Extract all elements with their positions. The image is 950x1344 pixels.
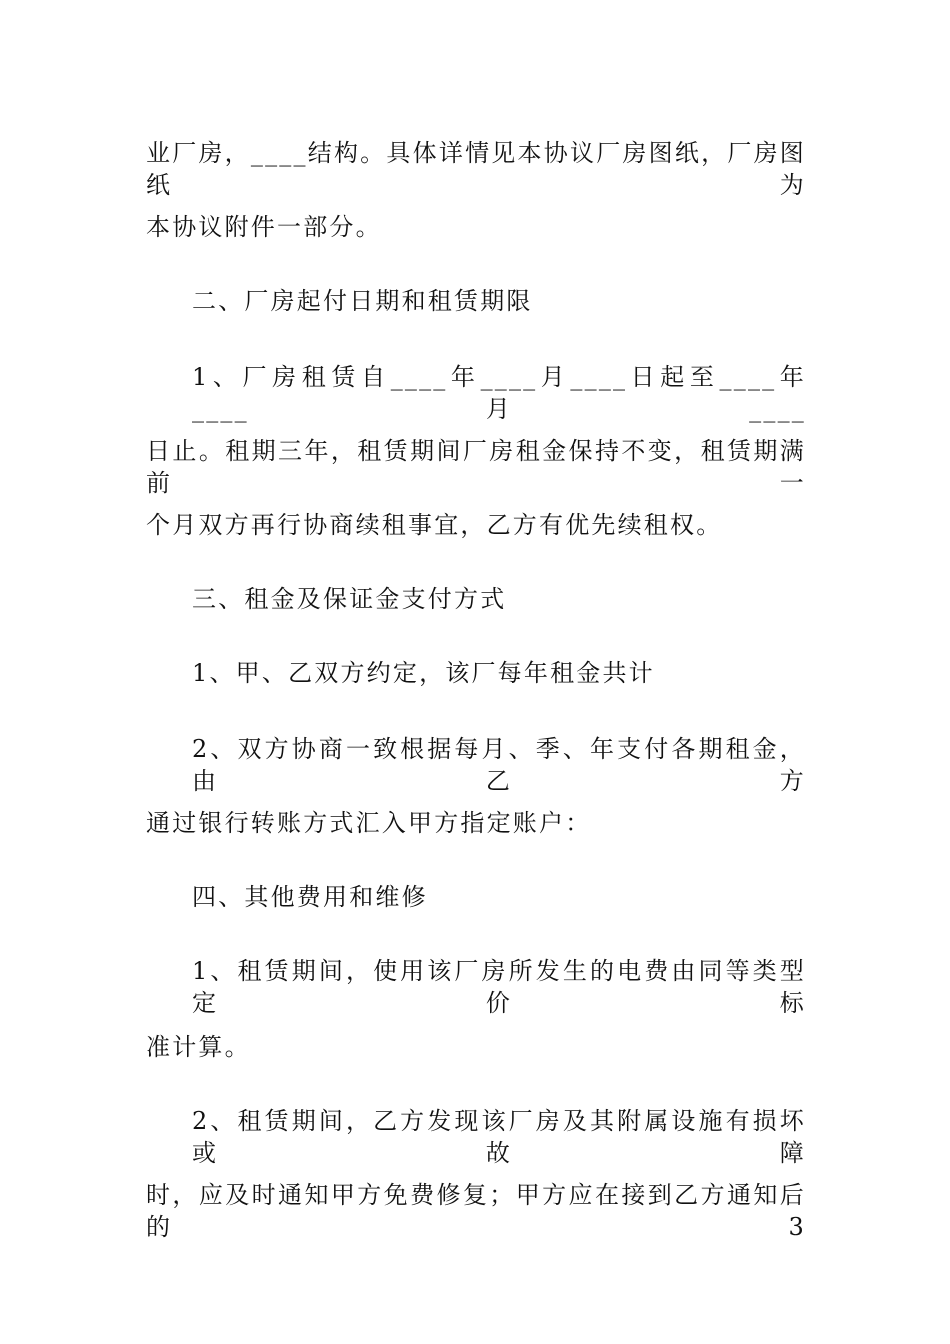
paragraph-line: 个月双方再行协商续租事宜，乙方有优先续租权。 (146, 511, 723, 539)
paragraph-line: 准计算。 (146, 1033, 251, 1061)
paragraph-line: 业厂房，____结构。具体详情见本协议厂房图纸，厂房图纸为 (146, 139, 806, 199)
section-heading: 三、租金及保证金支付方式 (192, 585, 507, 613)
paragraph-line: 时，应及时通知甲方免费修复；甲方应在接到乙方通知后的3 (146, 1181, 806, 1241)
paragraph-line: 1、租赁期间，使用该厂房所发生的电费由同等类型定价标 (192, 957, 806, 1017)
section-heading: 四、其他费用和维修 (192, 883, 428, 911)
paragraph-line: 本协议附件一部分。 (146, 213, 382, 241)
paragraph-line: 2、租赁期间，乙方发现该厂房及其附属设施有损坏或故障 (192, 1107, 806, 1167)
paragraph-line: 1、厂房租赁自____年____月____日起至____年____月____ (192, 363, 806, 423)
paragraph-line: 2、双方协商一致根据每月、季、年支付各期租金，由乙方 (192, 735, 806, 795)
section-heading: 二、厂房起付日期和租赁期限 (192, 287, 533, 315)
paragraph-line: 日止。租期三年，租赁期间厂房租金保持不变，租赁期满前一 (146, 437, 806, 497)
paragraph-line: 通过银行转账方式汇入甲方指定账户： (146, 809, 592, 837)
paragraph-line: 1、甲、乙双方约定，该厂每年租金共计 (192, 659, 655, 687)
